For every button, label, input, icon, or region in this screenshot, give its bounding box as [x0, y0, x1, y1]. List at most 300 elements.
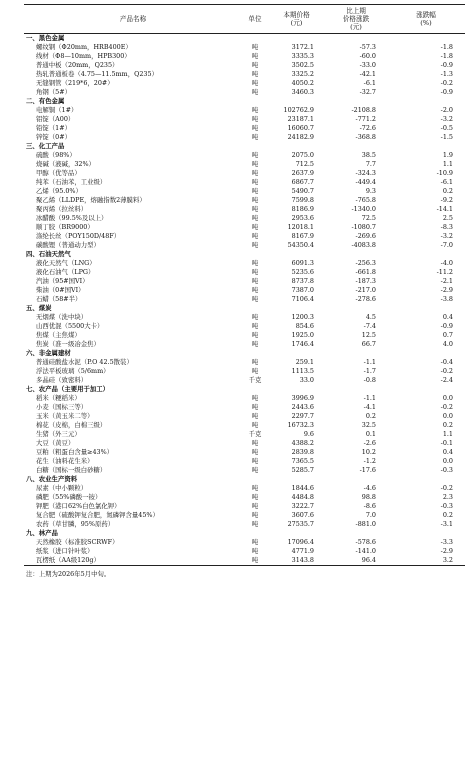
change-cell: -881.0	[355, 520, 376, 528]
percent-cell: -0.2	[440, 79, 453, 87]
change-cell: -141.0	[355, 547, 376, 555]
product-name: 线材（Φ8—10mm，HPB300）	[36, 52, 131, 60]
unit-cell: 吨	[251, 133, 259, 141]
unit-cell: 吨	[251, 43, 259, 51]
change-cell: -765.8	[355, 196, 376, 204]
change-cell: -1080.7	[351, 223, 376, 231]
unit-cell: 吨	[251, 232, 259, 240]
price-cell: 1844.6	[291, 484, 314, 492]
price-cell: 5285.7	[291, 466, 314, 474]
product-name: 纯苯（石油苯，工业级）	[36, 178, 107, 186]
change-cell: -6.1	[363, 79, 376, 87]
percent-cell: -0.5	[440, 124, 453, 132]
percent-cell: 0.2	[442, 511, 453, 519]
price-cell: 3335.3	[291, 52, 314, 60]
product-name: 液化天然气（LNG）	[36, 259, 96, 267]
percent-cell: 2.3	[442, 493, 453, 501]
price-cell: 102762.9	[283, 106, 314, 114]
change-cell: -1.2	[363, 457, 376, 465]
price-cell: 12018.1	[287, 223, 314, 231]
unit-cell: 吨	[251, 61, 259, 69]
product-name: 尿素（中小颗粒）	[36, 484, 88, 492]
table-row	[24, 367, 465, 376]
price-cell: 2953.6	[291, 214, 314, 222]
category-row	[24, 385, 465, 394]
unit-cell: 吨	[251, 70, 259, 78]
change-cell: -2108.8	[351, 106, 376, 114]
percent-cell: -0.3	[440, 502, 453, 510]
percent-cell: -1.8	[440, 43, 453, 51]
unit-cell: 吨	[251, 367, 259, 375]
product-name: 液化石油气（LPG）	[36, 268, 95, 276]
change-cell: -368.8	[355, 133, 376, 141]
table-row	[24, 511, 465, 520]
category-row	[24, 97, 465, 106]
percent-cell: 0.4	[442, 313, 453, 321]
unit-cell: 吨	[251, 394, 259, 402]
table-row	[24, 124, 465, 133]
category-row	[24, 34, 465, 44]
change-cell: -217.0	[355, 286, 376, 294]
price-cell: 7365.5	[291, 457, 314, 465]
price-cell: 4050.2	[291, 79, 314, 87]
unit-cell: 吨	[251, 241, 259, 249]
unit-cell: 吨	[251, 52, 259, 60]
price-cell: 1925.0	[291, 331, 314, 339]
category-name: 五、煤炭	[26, 304, 52, 312]
table-row	[24, 160, 465, 169]
price-cell: 5235.6	[291, 268, 314, 276]
percent-cell: -14.1	[436, 205, 453, 213]
product-name: 稻米（粳稻米）	[36, 394, 81, 402]
change-cell: -8.6	[363, 502, 376, 510]
table-row	[24, 430, 465, 439]
table-row	[24, 457, 465, 466]
percent-cell: -0.3	[440, 466, 453, 474]
unit-cell: 吨	[251, 295, 259, 303]
percent-cell: -3.2	[440, 232, 453, 240]
category-name: 七、农产品（主要用于加工）	[26, 385, 110, 393]
price-cell: 712.5	[295, 160, 314, 168]
unit-cell: 吨	[251, 196, 259, 204]
table-row	[24, 412, 465, 421]
product-name: 磷肥（55%磷酸一铵）	[36, 493, 102, 501]
unit-cell: 吨	[251, 79, 259, 87]
table-row	[24, 205, 465, 214]
price-cell: 17096.4	[287, 538, 314, 546]
change-cell: -1340.0	[351, 205, 376, 213]
price-cell: 2443.6	[291, 403, 314, 411]
change-cell: 0.1	[365, 430, 376, 438]
unit-cell: 吨	[251, 538, 259, 546]
percent-cell: -0.2	[440, 484, 453, 492]
unit-cell: 吨	[251, 88, 259, 96]
category-name: 一、黑色金属	[26, 34, 65, 42]
table-row	[24, 493, 465, 502]
percent-cell: -0.9	[440, 88, 453, 96]
change-cell: -1.1	[363, 358, 376, 366]
product-name: 普通硅酸盐水泥（P.O 42.5散装）	[36, 358, 133, 366]
price-cell: 8186.9	[291, 205, 314, 213]
percent-cell: 1.1	[442, 430, 453, 438]
unit-cell: 吨	[242, 556, 268, 566]
price-cell: 16732.3	[287, 421, 314, 429]
unit-cell: 吨	[251, 151, 259, 159]
unit-cell: 吨	[251, 448, 259, 456]
price-cell: 854.6	[295, 322, 314, 330]
change-cell: -661.8	[355, 268, 376, 276]
product-name: 生猪（外三元）	[36, 430, 81, 438]
change-cell: -2.6	[363, 439, 376, 447]
category-name: 六、非金属建材	[26, 349, 71, 357]
price-cell: 3222.7	[291, 502, 314, 510]
price-cell: 24182.9	[287, 133, 314, 141]
unit-cell: 吨	[251, 439, 259, 447]
unit-cell: 吨	[251, 493, 259, 501]
change-cell: -7.4	[363, 322, 376, 330]
percent-cell: 2.5	[442, 214, 453, 222]
product-name: 无烟煤（洗中块）	[36, 313, 88, 321]
unit-cell: 吨	[251, 205, 259, 213]
percent-cell: -3.8	[440, 295, 453, 303]
product-name: 石蜡（58#半）	[36, 295, 82, 303]
percent-cell: -1.8	[440, 52, 453, 60]
table-row	[24, 502, 465, 511]
price-cell: 1113.5	[291, 367, 314, 375]
percent-cell: -0.9	[440, 322, 453, 330]
product-name: 电解铜（1#）	[36, 106, 78, 114]
change-cell: 66.7	[361, 340, 376, 348]
unit-cell: 吨	[251, 106, 259, 114]
unit-cell: 吨	[251, 520, 259, 528]
table-row	[24, 52, 465, 61]
percent-cell: -0.2	[440, 403, 453, 411]
product-name: 乙烯（95.0%）	[36, 187, 82, 195]
product-name: 螺纹钢（Φ20mm，HRB400E）	[36, 43, 132, 51]
table-header	[24, 5, 465, 34]
product-name: 烧碱（液碱，32%）	[36, 160, 95, 168]
percent-cell: -9.2	[440, 196, 453, 204]
change-cell: 38.5	[361, 151, 376, 159]
price-cell: 16060.7	[287, 124, 314, 132]
table-row	[24, 214, 465, 223]
product-name: 甲醇（优等品）	[36, 169, 81, 177]
percent-cell: -4.0	[440, 259, 453, 267]
price-cell: 3143.8	[268, 556, 325, 566]
category-row	[24, 349, 465, 358]
change-cell: -17.6	[359, 466, 376, 474]
change-cell: -4.1	[363, 403, 376, 411]
percent-cell: 0.2	[442, 421, 453, 429]
product-name: 热轧普通板卷（4.75—11.5mm，Q235）	[36, 70, 158, 78]
table-row	[24, 268, 465, 277]
header-name: 产品名称	[24, 5, 242, 34]
product-name: 钾肥（港口62%白色氯化钾）	[36, 502, 121, 510]
percent-cell: 0.0	[442, 394, 453, 402]
table-row	[24, 151, 465, 160]
price-cell: 8167.9	[291, 232, 314, 240]
unit-cell: 吨	[251, 124, 259, 132]
price-cell: 1746.4	[291, 340, 314, 348]
change-cell: -4083.8	[351, 241, 376, 249]
price-cell: 2839.8	[291, 448, 314, 456]
percent-cell: 1.1	[442, 160, 453, 168]
percent-cell: -6.1	[440, 178, 453, 186]
percent-cell: -3.3	[440, 538, 453, 546]
table-body	[24, 34, 465, 566]
product-name: 铝锭（A00）	[36, 115, 75, 123]
table-row	[24, 187, 465, 196]
percent-cell: -1.5	[440, 133, 453, 141]
unit-cell: 吨	[251, 178, 259, 186]
product-name: 涤纶长丝（POY150D/48F）	[36, 232, 121, 240]
product-name: 复合肥（硫酸钾复合肥，氮磷钾含量45%）	[36, 511, 159, 519]
price-cell: 7387.0	[291, 286, 314, 294]
change-cell: 7.7	[365, 160, 376, 168]
table-row	[24, 403, 465, 412]
price-cell: 3172.1	[291, 43, 314, 51]
price-cell: 2075.0	[291, 151, 314, 159]
product-name: 棉花（皮棉，白棉三级）	[36, 421, 107, 429]
product-name: 瓦楞纸（AA级120g）	[24, 556, 242, 566]
product-name: 山西优混（5500大卡）	[36, 322, 104, 330]
table-row	[24, 43, 465, 52]
table-row	[24, 394, 465, 403]
percent-cell: 0.2	[442, 187, 453, 195]
product-name: 多晶硅（致密料）	[36, 376, 88, 384]
product-name: 大豆（黄豆）	[36, 439, 75, 447]
table-row	[24, 232, 465, 241]
unit-cell: 千克	[248, 430, 262, 438]
unit-cell: 千克	[248, 376, 262, 384]
table-row	[24, 169, 465, 178]
table-row	[24, 520, 465, 529]
price-cell: 33.0	[299, 376, 314, 384]
price-cell: 23187.1	[287, 115, 314, 123]
product-name: 锌锭（0#）	[36, 133, 71, 141]
percent-cell: -3.2	[440, 115, 453, 123]
price-cell: 2297.7	[291, 412, 314, 420]
table-row	[24, 88, 465, 97]
header-unit: 单位	[242, 5, 268, 34]
product-name: 焦炭（准一级冶金焦）	[36, 340, 100, 348]
product-name: 花生（油料花生米）	[36, 457, 94, 465]
product-name: 无缝钢管（219*6，20#）	[36, 79, 114, 87]
table-row	[24, 286, 465, 295]
change-cell: -42.1	[359, 70, 376, 78]
price-cell: 259.1	[295, 358, 314, 366]
change-cell: 96.4	[325, 556, 387, 566]
price-cell: 7106.4	[291, 295, 314, 303]
table-row	[24, 259, 465, 268]
table-row	[24, 277, 465, 286]
table-row	[24, 466, 465, 475]
product-name: 角钢（5#）	[36, 88, 71, 96]
percent-cell: -3.1	[440, 520, 453, 528]
unit-cell: 吨	[251, 466, 259, 474]
category-name: 九、林产品	[26, 529, 58, 537]
unit-cell: 吨	[251, 340, 259, 348]
change-cell: 9.3	[365, 187, 376, 195]
unit-cell: 吨	[251, 277, 259, 285]
product-name: 普通中板（20mm，Q235）	[36, 61, 119, 69]
category-row	[24, 475, 465, 484]
table-row	[24, 61, 465, 70]
percent-cell: -2.4	[440, 376, 453, 384]
percent-cell: 0.0	[442, 457, 453, 465]
table-row	[24, 340, 465, 349]
change-cell: -1.1	[363, 394, 376, 402]
price-cell: 27535.7	[287, 520, 314, 528]
percent-cell: -11.2	[436, 268, 453, 276]
header-change: 比上期 价格涨跌 (元)	[325, 5, 387, 34]
table-row	[24, 439, 465, 448]
change-cell: 7.0	[365, 511, 376, 519]
percent-cell: -2.9	[440, 547, 453, 555]
change-cell: -449.4	[355, 178, 376, 186]
product-name: 浮法平板玻璃（5/6mm）	[36, 367, 110, 375]
price-cell: 2637.9	[291, 169, 314, 177]
product-name: 玉米（黄玉米二等）	[36, 412, 94, 420]
table-row	[24, 133, 465, 142]
footnote: 注：上期为2026年5月中旬。	[26, 570, 111, 578]
price-cell: 3996.9	[291, 394, 314, 402]
table-row	[24, 322, 465, 331]
product-name: 硫酸（98%）	[36, 151, 76, 159]
table-row	[24, 313, 465, 322]
change-cell: -72.6	[359, 124, 376, 132]
header-percent: 涨跌幅 (%)	[387, 5, 465, 34]
header-price: 本期价格 (元)	[268, 5, 325, 34]
table-row	[24, 331, 465, 340]
unit-cell: 吨	[251, 421, 259, 429]
category-name: 四、石油天然气	[26, 250, 71, 258]
price-cell: 3460.3	[291, 88, 314, 96]
product-name: 纸浆（进口针叶浆）	[36, 547, 94, 555]
table-row	[24, 70, 465, 79]
change-cell: -1.7	[363, 367, 376, 375]
product-name: 顺丁胶（BR9000）	[36, 223, 94, 231]
product-name: 白糖（国标一级白砂糖）	[36, 466, 107, 474]
table-row	[24, 106, 465, 115]
product-name: 聚丙烯（拉丝料）	[36, 205, 88, 213]
table-row	[24, 556, 465, 566]
percent-cell: -7.0	[440, 241, 453, 249]
product-name: 农药（草甘膦，95%原药）	[36, 520, 115, 528]
percent-cell: -0.2	[440, 367, 453, 375]
table-row	[24, 196, 465, 205]
unit-cell: 吨	[251, 412, 259, 420]
price-cell: 5490.7	[291, 187, 314, 195]
percent-cell: -0.9	[440, 61, 453, 69]
change-cell: -324.3	[355, 169, 376, 177]
percent-cell: 0.7	[442, 331, 453, 339]
unit-cell: 吨	[251, 547, 259, 555]
change-cell: -771.2	[355, 115, 376, 123]
percent-cell: -10.9	[436, 169, 453, 177]
unit-cell: 吨	[251, 457, 259, 465]
table-row	[24, 241, 465, 250]
price-table-container	[24, 4, 465, 578]
price-cell: 9.6	[303, 430, 314, 438]
percent-cell: -1.3	[440, 70, 453, 78]
unit-cell: 吨	[251, 268, 259, 276]
unit-cell: 吨	[251, 322, 259, 330]
unit-cell: 吨	[251, 223, 259, 231]
percent-cell: -0.4	[440, 358, 453, 366]
product-name: 豆粕（粗蛋白含量≥43%）	[36, 448, 114, 456]
change-cell: -0.8	[363, 376, 376, 384]
change-cell: -4.6	[363, 484, 376, 492]
price-cell: 4484.8	[291, 493, 314, 501]
table-row	[24, 421, 465, 430]
product-name: 小麦（国标三等）	[36, 403, 88, 411]
change-cell: 0.2	[365, 412, 376, 420]
table-row	[24, 358, 465, 367]
product-name: 聚乙烯（LLDPE，熔融指数2薄膜料）	[36, 196, 146, 204]
category-name: 二、有色金属	[26, 97, 65, 105]
percent-cell: 3.2	[387, 556, 465, 566]
product-name: 铅锭（1#）	[36, 124, 71, 132]
table-row	[24, 538, 465, 547]
unit-cell: 吨	[251, 169, 259, 177]
percent-cell: -8.3	[440, 223, 453, 231]
price-cell: 1200.3	[291, 313, 314, 321]
category-name: 三、化工产品	[26, 142, 65, 150]
price-cell: 8737.8	[291, 277, 314, 285]
percent-cell: 0.0	[442, 412, 453, 420]
change-cell: -269.6	[355, 232, 376, 240]
category-row	[24, 304, 465, 313]
price-cell: 3502.5	[291, 61, 314, 69]
percent-cell: 0.4	[442, 448, 453, 456]
unit-cell: 吨	[251, 286, 259, 294]
table-row	[24, 178, 465, 187]
table-row	[24, 295, 465, 304]
price-cell: 3325.2	[291, 70, 314, 78]
change-cell: 98.8	[361, 493, 376, 501]
category-row	[24, 250, 465, 259]
table-row	[24, 376, 465, 385]
product-name: 碳酸锂（普通动力型）	[36, 241, 100, 249]
change-cell: 12.5	[361, 331, 376, 339]
table-row	[24, 115, 465, 124]
price-cell: 3607.6	[291, 511, 314, 519]
table-row	[24, 223, 465, 232]
unit-cell: 吨	[251, 511, 259, 519]
percent-cell: -2.0	[440, 106, 453, 114]
table-row	[24, 484, 465, 493]
change-cell: 72.5	[361, 214, 376, 222]
unit-cell: 吨	[251, 484, 259, 492]
unit-cell: 吨	[251, 187, 259, 195]
percent-cell: -0.1	[440, 439, 453, 447]
change-cell: -256.3	[355, 259, 376, 267]
change-cell: -33.0	[359, 61, 376, 69]
unit-cell: 吨	[251, 358, 259, 366]
unit-cell: 吨	[251, 160, 259, 168]
price-table	[24, 4, 465, 566]
unit-cell: 吨	[251, 214, 259, 222]
change-cell: 32.5	[361, 421, 376, 429]
table-row	[24, 79, 465, 88]
percent-cell: 1.9	[442, 151, 453, 159]
product-name: 柴油（0#国VI）	[36, 286, 85, 294]
price-cell: 6867.7	[291, 178, 314, 186]
change-cell: -578.6	[355, 538, 376, 546]
price-cell: 7599.8	[291, 196, 314, 204]
percent-cell: -2.1	[440, 277, 453, 285]
